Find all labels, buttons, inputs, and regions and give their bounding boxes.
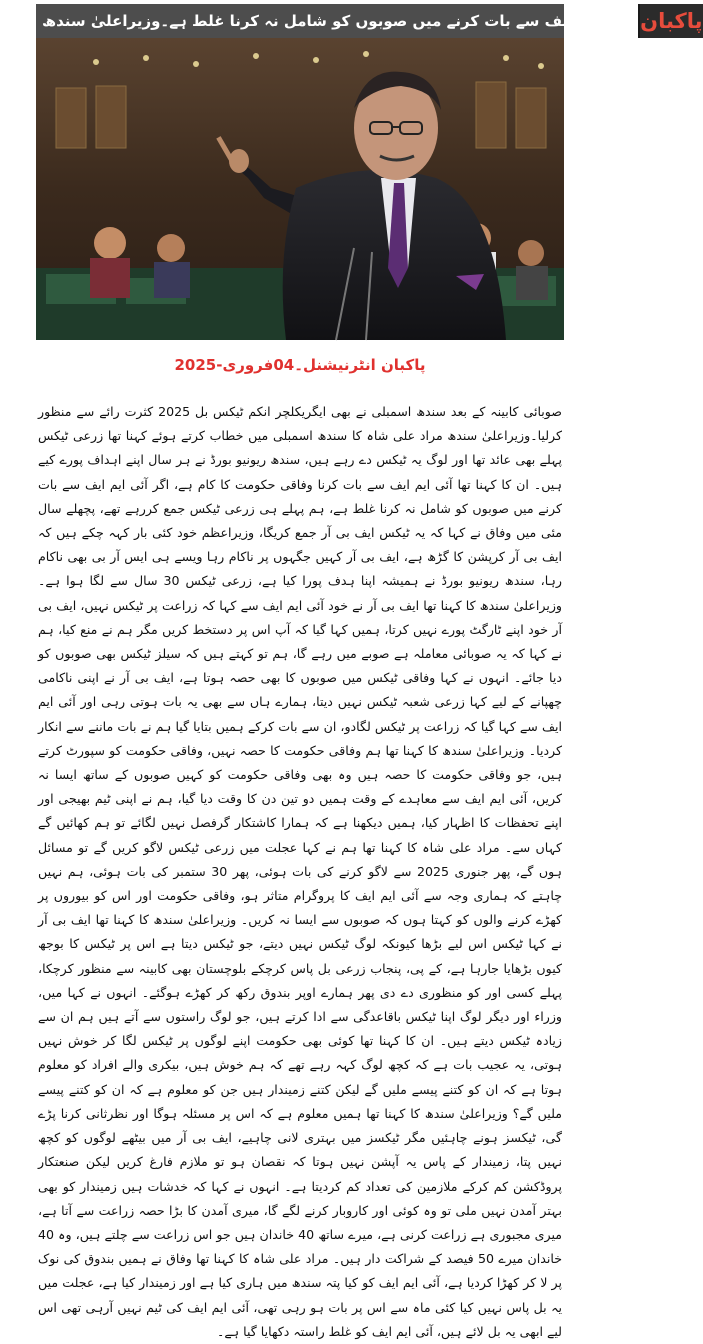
- assembly-photo-illustration: [36, 38, 564, 340]
- headline: آئی ایم ایف سے بات کرنے میں صوبوں کو شامل نہ کرنا غلط ہے۔وزیراعلیٰ سندھ: [42, 12, 633, 30]
- dateline: پاکبان انٹرنیشنل۔04فروری-2025: [174, 356, 426, 374]
- article-body: صوبائی کابینہ کے بعد سندھ اسمبلی نے بھی ایگریکلچر انکم ٹیکس بل 2025 کثرت رائے سے منظور کرلیا۔وزیراعلیٰ سندھ مراد علی شاہ کا سندھ اسمبلی میں خطاب کرتے ہوئے کہنا تھا زرعی ٹیکس پہلے بھی عائد تھا اور لوگ یہ ٹیکس دے رہے ہیں، سندھ ریونیو بورڈ نے ہر سال اپنے اہداف پورے کیے ہیں۔ ان کا کہنا تھا آئی ایم ایف سے بات کرنا وفاقی حکومت کا کام ہے، اگر آئی ایم ایف سے بات کرنے میں صوبوں کو شامل نہ کرنا غلط ہے، ہم پہلے ہی زرعی ٹیکس جمع کررہے تھے، پچھلے سال مئی میں وفاق نے کہا کہ یہ ٹیکس ایف بی آر جمع کریگا، وزیراعظم خود کئی بار کہہ چکے ہیں کہ ایف بی آر کرپشن کا گڑھ ہے، ایف بی آر کہیں جگہوں پر ناکام رہا ویسے ہی ایس آر بی بھی ناکام رہا، سندھ ریونیو بورڈ نے ہمیشہ اپنا ہدف پورا کیا ہے، زرعی ٹیکس 30 سال سے لگا ہوا ہے۔ وزیراعلیٰ سندھ کا کہنا تھا ایف بی آر نے خود آئی ایم ایف سے کہا کہ زراعت پر ٹیکس نہیں، ایف بی آر خود اپنے ٹارگٹ پورے نہیں کرتا، ہمیں کہا گیا کہ آپ اس پر دستخط کریں مگر ہم نے منع کیا، ہم نے کہا کہ یہ صوبائی معاملہ ہے صوبے میں رہے گا، ہم تو کہتے ہیں کہ سیلز ٹیکس بھی صوبوں کو دیا جائے۔ انہوں نے کہا وفاقی ٹیکس میں صوبوں کا بھی حصہ ہوتا ہے، ایف بی آر نے اپنی ناکامی چھپانے کے لیے کہا زرعی شعبہ ٹیکس نہیں دیتا، ہمارے ہاں سے بھی یہ بات ہوتی رہی اور آئی ایم ایف سے کہا گیا کہ زراعت پر ٹیکس لگادو، ان سے بات کرکے ہمیں بتایا گیا ہم نے بات ماننے سے انکار کردیا۔ وزیراعلیٰ سندھ کا کہنا تھا ہم وفاقی حکومت کا حصہ نہیں، وفاقی حکومت کو سپورٹ کرتے ہیں، جو وفاقی حکومت کا حصہ ہیں وہ بھی وفاقی حکومت کو کہیں صوبوں کے ساتھ ایسا نہ کریں، آئی ایم ایف سے معاہدے کے وقت ہمیں دو تین دن کا وقت دیا گیا، ہم نے اپنی ٹیم بھیجی اور اپنے تحفظات کا اظہار کیا، ہمیں دیکھنا ہے کہ ہمارا کاشتکار گرفصل نہیں لگائے تو ہم کھائیں گے کہاں سے۔ مراد علی شاہ کا کہنا تھا ہم نے کہا عجلت میں زرعی ٹیکس لاگو کریں گے تو مسائل ہوں گے، پھر جنوری 2025 سے لاگو کرنے کی بات ہوئی، پھر 30 ستمبر کی بات ہوئی، ہم نہیں چاہتے کہ ہماری وجہ سے آئی ایم ایف کا پروگرام متاثر ہو، وفاقی حکومت اور اس کو بیوروں پر کھڑے کرنے والوں کو کہتا ہوں کہ صوبوں سے ایسا نہ کریں۔ وزیراعلیٰ سندھ کا کہنا تھا ایف بی آر نے کہا ٹیکس اس لیے بڑھا کیونکہ لوگ ٹیکس نہیں دیتے، جو ٹیکس دیتا ہے اس پر ٹیکس کا بوجھ کیوں بڑھایا جارہا ہے، کے پی، پنجاب زرعی بل پاس کرچکے بلوچستان بھی کابینہ سے منظور کرچکا، پہلے کسی اور کو منظوری دے دی پھر ہمارے اوپر بندوق رکھ کر کھڑے ہوگئے۔ انہوں نے کہا میں، وزراء اور دیگر لوگ اپنا ٹیکس باقاعدگی سے ادا کرتے ہیں، جو لوگ راستوں سے آتے ہیں ہم ان سے زیادہ ٹیکس دیتے ہیں۔ ان کا کہنا تھا کوئی بھی حکومت اپنے لوگوں پر ٹیکس لگا کر خوش نہیں ہوتی، یہ عجیب بات ہے کہ کچھ لوگ کہہ رہے تھے کہ ہم خوش ہیں، بیکری والے افراد کو معلوم ہوتا ہے کہ ان کو کتنے پیسے ملیں گے لیکن کتنے زمیندار ہیں جن کو معلوم ہے کہ ان کو کتنے پیسے ملیں گے؟ وزیراعلیٰ سندھ کا کہنا تھا ہمیں معلوم ہے کہ اس پر مسئلہ ہوگا اور نظرثانی کرنا پڑے گی، ٹیکسز ہونے چاہئیں مگر ٹیکسز میں بہتری لانی چاہیے، ایف بی آر میں بیٹھے لوگوں کو کچھ نہیں پتا، زمیندار کے پاس یہ آپشن نہیں ہوتا کہ نقصان ہو تو ملازم فارغ کریں لیکن صنعتکار پروڈکشن کم کرکے ملازمین کی تعداد کم کردیتا ہے۔ انہوں نے کہا کہ خدشات ہیں زمیندار کو بھی بہتر آمدن نہیں ملی تو وہ کوئی اور کاروبار کرنے لگے گا، میری آمدن کا بڑا حصہ زراعت سے آتا ہے، میری مجبوری ہے زراعت کرنی ہے، میرے ساتھ 40 خاندان ہیں جو اس زراعت سے چلتے ہیں، وہ 40 خاندان میرے 50 فیصد کے شراکت دار ہیں۔ مراد علی شاہ کا کہنا تھا وفاق نے ہمیں بندوق کی نوک پر لا کر کھڑا کردیا ہے، آئی ایم ایف کو کیا پتہ سندھ میں ہاری کیا ہے اور زمیندار کیا ہے، عجلت میں یہ بل پاس نہیں کیا کئی ماہ سے اس پر بات ہو رہی تھی، آئی ایم ایف کی ٹیم نہیں آرہی تھی اس لیے ابھی یہ بل لائے ہیں، آئی ایم ایف کو غلط راستہ دکھایا گیا ہے۔: [38, 404, 563, 1339]
- brand-logo: پاکبان: [638, 4, 702, 38]
- header-banner: [36, 4, 703, 38]
- news-photo: [36, 38, 564, 340]
